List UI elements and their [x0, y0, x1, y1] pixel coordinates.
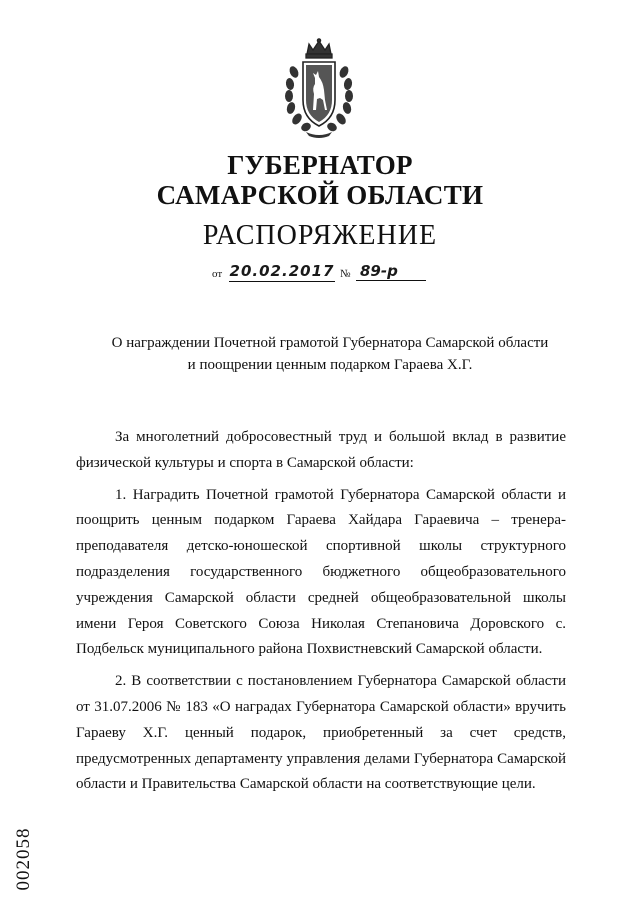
- registration-line: [0, 262, 640, 286]
- body-item-2: 2. В соответствии с постановлением Губернатора Самарской области от 31.07.2006 № 183 «О наградах Губернатора Самарской области» вручить Гараеву Х.Г. ценный подарок, приобретенный за счет средств, предусмотренных департаменту управления делами Губернатора Самарской области и Правительства Самарской области на соответствующие цели.: [76, 673, 566, 793]
- issuer-title: [0, 150, 640, 210]
- body-item-1: 1. Наградить Почетной грамотой Губернатора Самарской области и поощрить ценным подарком Гараева Хайдара Гараевича – тренера-преподавателя детско-юношеской спортивной школы структурного подразделения государственного бюджетного общеобразовательного учреждения Самарской области средней общеобразовательной школы имени Героя Советского Союза Николая Степановича Доровского с. Подбельск муниципального района Похвистневский Самарской области.: [76, 486, 566, 658]
- archive-number-stamp: [10, 820, 38, 900]
- document-number: 89-р: [356, 262, 426, 281]
- document-body: [76, 425, 566, 798]
- archive-number: 002058: [13, 827, 34, 891]
- issuer-line-1: ГУБЕРНАТОР: [227, 150, 413, 180]
- subject-line-1: О награждении Почетной грамотой Губернатора Самарской области: [111, 335, 549, 351]
- issuer-line-2: САМАРСКОЙ ОБЛАСТИ: [156, 180, 484, 210]
- document-type-heading: РАСПОРЯЖЕНИЕ: [202, 220, 438, 251]
- document-date: 20.02.2017: [229, 262, 335, 280]
- coat-of-arms-icon: [282, 38, 356, 138]
- number-label: №: [340, 268, 351, 280]
- subject-line-2: и поощрении ценным подарком Гараева Х.Г.: [187, 357, 473, 373]
- body-preamble: За многолетний добросовестный труд и большой вклад в развитие физической культуры и спорта в Самарской области:: [76, 429, 566, 471]
- date-prefix: от: [212, 268, 223, 280]
- document-subject: [60, 332, 600, 376]
